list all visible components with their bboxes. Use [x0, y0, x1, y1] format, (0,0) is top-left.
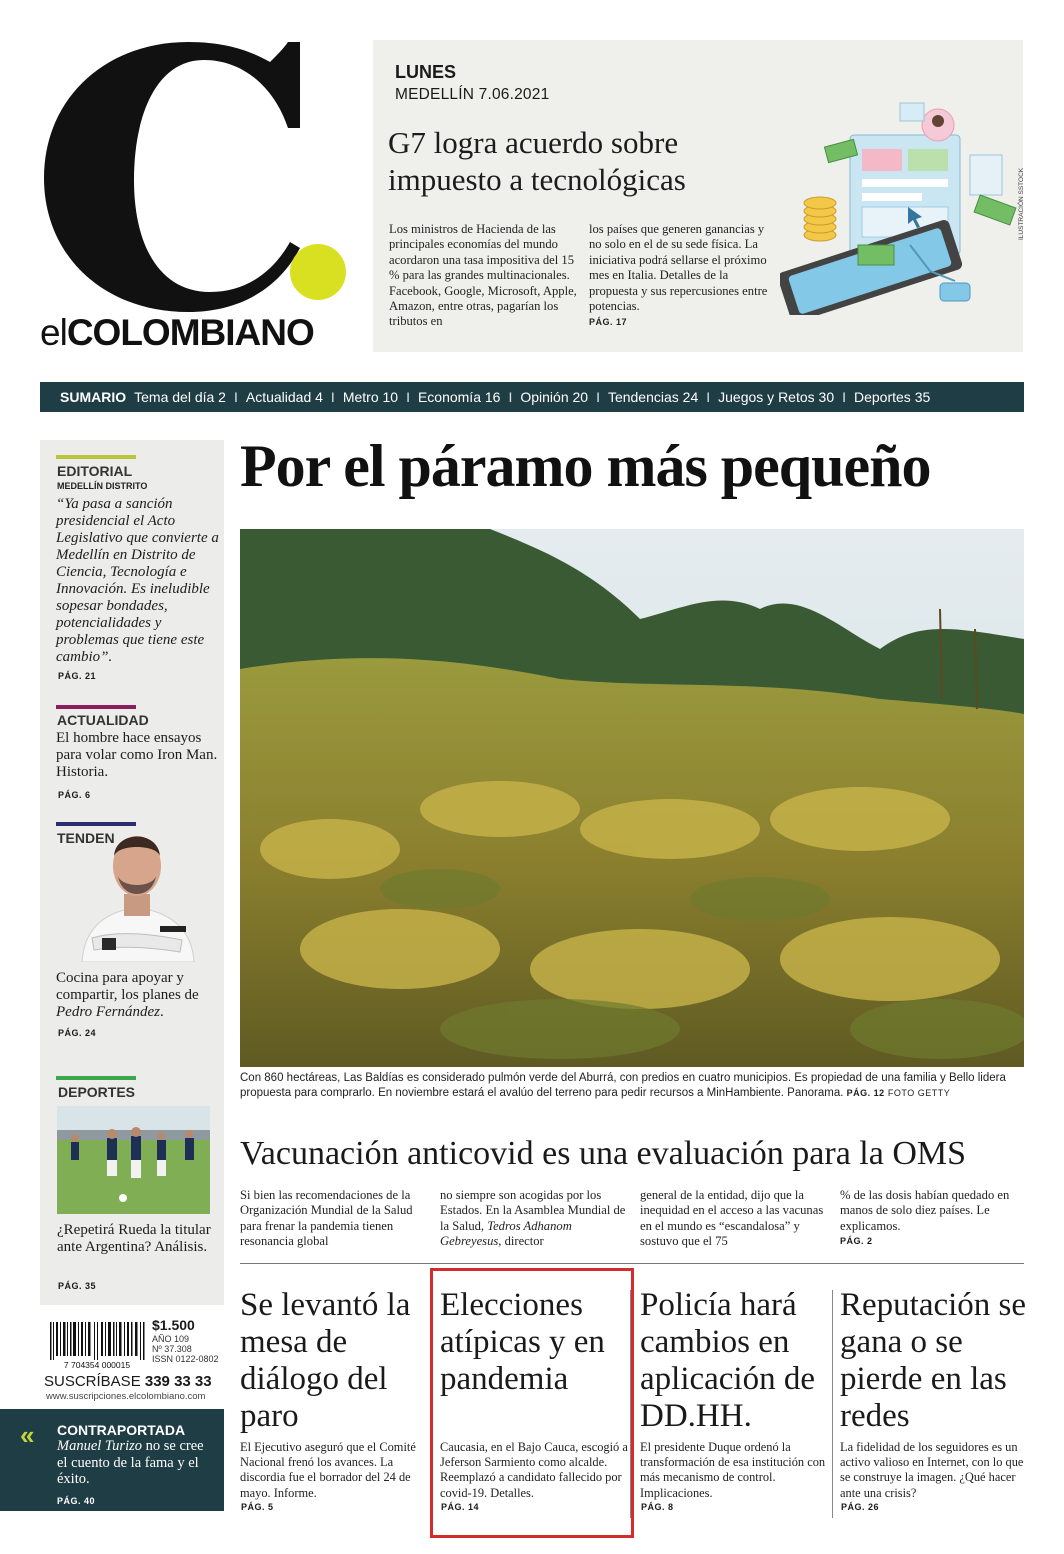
column-divider: [832, 1290, 833, 1518]
sumario-item-juegos[interactable]: Juegos y Retos 30: [718, 389, 835, 405]
story-elecciones-headline[interactable]: Elecciones atípicas y en pandemia: [440, 1287, 605, 1397]
logo-c-shape: [44, 42, 300, 312]
tax-tech-illustration: [780, 95, 1020, 315]
contraportada-label[interactable]: CONTRAPORTADA: [57, 1422, 186, 1438]
actualidad-rule: [56, 705, 136, 709]
story-paro-page-ref[interactable]: PÁG. 5: [241, 1502, 274, 1512]
tendencias-teaser-name: Pedro Fernández: [56, 1004, 161, 1020]
vacunacion-text-col2: [440, 1188, 630, 1250]
sumario-item-economia[interactable]: Economía 16: [417, 389, 501, 405]
actualidad-label[interactable]: ACTUALIDAD: [57, 712, 149, 728]
story-elecciones-text: Caucasia, en el Bajo Cauca, escogió a Jeferson Sarmiento como alcalde. Reemplazó a candidato fallecido por covid-19. Detalles.: [440, 1440, 628, 1500]
deportes-page-ref[interactable]: PÁG. 35: [58, 1281, 97, 1291]
editorial-page-ref[interactable]: PÁG. 21: [58, 671, 97, 681]
sumario-label: SUMARIO: [60, 389, 127, 405]
sumario-item-deportes[interactable]: Deportes 35: [854, 389, 931, 405]
sumario-item-tendencias[interactable]: Tendencias 24: [607, 389, 699, 405]
section-divider: [240, 1263, 1024, 1264]
selection-highlight-box: [430, 1268, 634, 1538]
editorial-quote: “Ya pasa a sanción presidencial el Acto Legislativo que convierte a Medellín en Distrito de Ciencia, Tecnología e Innovación. Es ineludible sopesar bondades, potencialidades y problemas que tiene este cambio”.: [56, 496, 219, 665]
contraportada-text: no se cree el cuento de la fama y el éxito.: [57, 1438, 204, 1487]
vacunacion-headline[interactable]: Vacunación anticovid es una evaluación para la OMS: [240, 1135, 967, 1172]
issue-day: LUNES: [395, 62, 457, 82]
issue-year: AÑO 109: [152, 1334, 190, 1344]
deportes-teaser: ¿Repetirá Rueda la titular ante Argentina? Análisis.: [57, 1222, 211, 1255]
vacunacion-text-col1: Si bien las recomendaciones de la Organización Mundial de la Salud para frenar la pandemia tienen resonancia global: [240, 1188, 413, 1249]
tendencias-teaser-text: Cocina para apoyar y compartir, los planes de: [56, 970, 199, 1003]
story-reputacion-text: La fidelidad de los seguidores es un activo valioso en Internet, con lo que se construye la imagen. ¿Qué hacer ante una crisis?: [840, 1440, 1024, 1500]
deportes-rule: [56, 1076, 136, 1080]
story-elecciones-page-ref[interactable]: PÁG. 14: [441, 1502, 480, 1512]
editorial-label[interactable]: EDITORIAL: [57, 463, 133, 479]
story-paro-text: El Ejecutivo aseguró que el Comité Nacional frenó los avances. La discordia fue el borrador del 24 de mayo. Informe.: [240, 1440, 416, 1500]
top-story-text-col2: [589, 222, 779, 331]
issue-price: $1.500: [152, 1317, 195, 1333]
vacunacion-text-col2-a: no siempre son acogidas por los Estados. En la Asamblea Mundial de la Salud,: [440, 1188, 626, 1233]
photo-credit: FOTO GETTY: [887, 1087, 951, 1098]
sumario-item-metro[interactable]: Metro 10: [342, 389, 399, 405]
story-policia-text: El presidente Duque ordenó la transformación de esa institución con más mecanismo de control. Implicaciones.: [640, 1440, 826, 1500]
vacunacion-text-col3: general de la entidad, dijo que la inequidad en el acceso a las vacunas en el mundo es “escandalosa” y sostuvo que el 75: [640, 1188, 824, 1249]
sumario-item-opinion[interactable]: Opinión 20: [520, 389, 589, 405]
contraportada-page-ref[interactable]: PÁG. 40: [57, 1496, 96, 1506]
sumario-separator: I: [596, 389, 600, 405]
top-story-text-col1: Los ministros de Hacienda de las principales economías del mundo acordaron una tasa impositiva del 15 % para las grandes multinacionales. Facebook, Google, Microsoft, Apple, Amazon, entre otras, pagarían los tributos en: [389, 222, 577, 329]
sumario-separator: I: [706, 389, 711, 405]
sumario-item-actualidad[interactable]: Actualidad 4: [245, 389, 323, 405]
tendencias-page-ref[interactable]: PÁG. 24: [58, 1028, 97, 1038]
tendencias-teaser: [56, 970, 220, 1021]
tendencias-label[interactable]: TENDEN: [57, 830, 115, 846]
sumario-separator: I: [406, 389, 410, 405]
sumario-separator: I: [842, 389, 846, 405]
issn: ISSN 0122-0802: [152, 1354, 219, 1364]
paramo-photo[interactable]: [240, 529, 1024, 1067]
soccer-training-photo: [57, 1106, 210, 1214]
vacunacion-text-col2-name: Tedros Adhanom Gebreyesus: [440, 1218, 572, 1249]
story-policia-headline[interactable]: Policía hará cambios en aplicación de DD.HH.: [640, 1287, 815, 1434]
deportes-label[interactable]: DEPORTES: [58, 1084, 136, 1100]
issue-date: MEDELLÍN 7.06.2021: [395, 86, 550, 103]
photo-caption: [240, 1071, 1030, 1100]
top-story-headline[interactable]: G7 logra acuerdo sobre impuesto a tecnológicas: [388, 125, 686, 197]
story-reputacion-page-ref[interactable]: PÁG. 26: [841, 1502, 880, 1512]
top-story-text-col2-body: los países que generen ganancias y no solo en el de su sede física. La iniciativa podrá sellarse el próximo mes en Italia. Detalles de la propuesta y sus repercusiones entre potencias.: [589, 222, 768, 314]
contraportada-name: Manuel Turizo: [57, 1438, 142, 1454]
subscribe-label: SUSCRÍBASE: [44, 1373, 141, 1390]
story-policia-page-ref[interactable]: PÁG. 8: [641, 1502, 674, 1512]
tendencias-teaser-end: .: [160, 1004, 164, 1020]
vacunacion-page-ref[interactable]: PÁG. 2: [840, 1236, 873, 1246]
photo-caption-page-ref[interactable]: PÁG. 12: [846, 1087, 885, 1098]
vacunacion-text-col2-b: , director: [498, 1234, 544, 1249]
chef-photo: [72, 820, 202, 962]
sumario-bar: [40, 382, 1024, 412]
story-paro-headline[interactable]: Se levantó la mesa de diálogo del paro: [240, 1287, 411, 1434]
logo-dot: [290, 244, 346, 300]
actualidad-page-ref[interactable]: PÁG. 6: [58, 790, 91, 800]
contraportada-teaser: [57, 1438, 217, 1488]
sumario-separator: I: [330, 389, 335, 405]
issue-number: Nº 37.308: [152, 1344, 192, 1354]
sumario-item-tema[interactable]: Tema del día 2: [134, 389, 226, 405]
photo-caption-text: Con 860 hectáreas, Las Baldías es considerado pulmón verde del Aburrá, con predios en cuatro municipios. Es propiedad de una familia y Bello lidera propuesta para comprarlo. En noviembre estará el avalúo del terreno para pedir recursos a MinHambiente. Panorama.: [240, 1072, 1006, 1099]
story-reputacion-headline[interactable]: Reputación se gana o se pierde en las redes: [840, 1287, 1027, 1434]
double-chevron-left-icon: «: [20, 1420, 35, 1450]
sumario-separator: I: [508, 389, 513, 405]
vacunacion-text-col4: % de las dosis habían quedado en manos de solo diez países. Le explicamos.: [840, 1188, 1010, 1233]
illustration-credit: ILUSTRACIÓN SSTOCK: [1018, 167, 1025, 240]
main-headline[interactable]: Por el páramo más pequeño: [240, 433, 931, 499]
subscribe-url[interactable]: www.suscripciones.elcolombiano.com: [46, 1391, 206, 1402]
masthead-wordmark: elCOLOMBIANO: [40, 312, 314, 353]
barcode-digits: 7 704354 000015: [63, 1360, 131, 1370]
editorial-rule: [56, 455, 136, 459]
sumario-separator: I: [233, 389, 238, 405]
subscribe-line[interactable]: [44, 1373, 212, 1390]
top-story-page-ref[interactable]: PÁG. 17: [589, 317, 628, 328]
editorial-subtitle: MEDELLÍN DISTRITO: [57, 481, 148, 491]
barcode: [44, 1320, 150, 1370]
subscribe-phone[interactable]: 339 33 33: [144, 1373, 212, 1390]
actualidad-teaser: El hombre hace ensayos para volar como Iron Man. Historia.: [56, 730, 218, 780]
masthead-logo[interactable]: [38, 20, 348, 320]
